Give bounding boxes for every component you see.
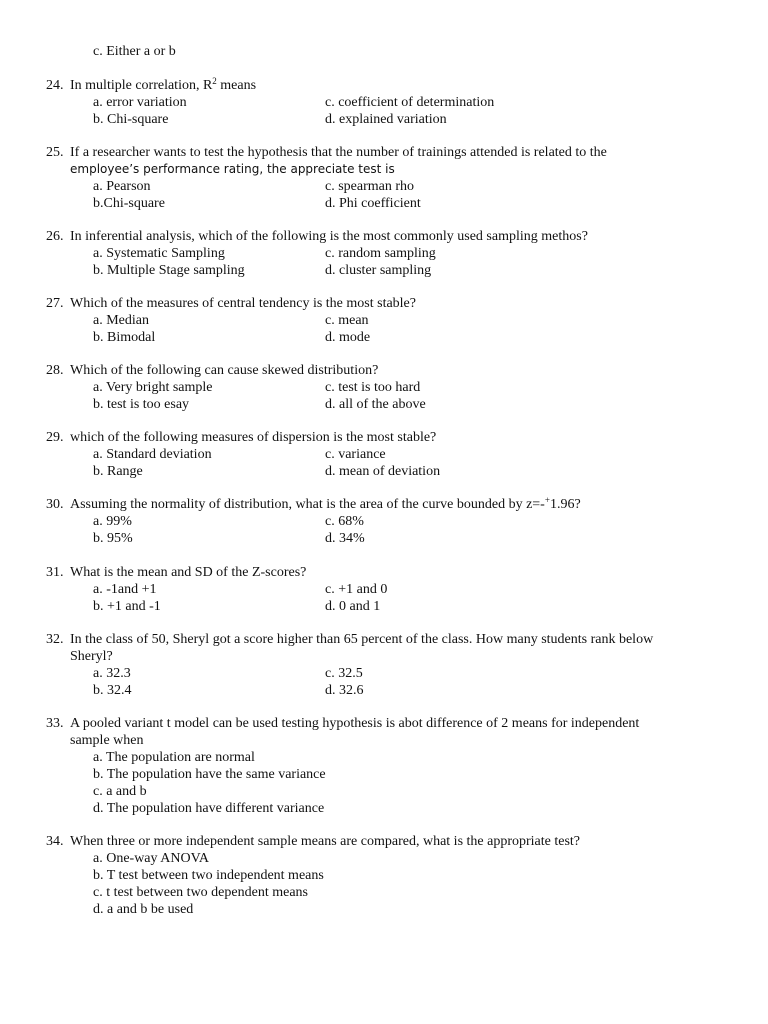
option-a: a. Median [93,313,149,328]
option-c: c. 68% [325,514,364,529]
option-c: c. t test between two dependent means [93,885,308,900]
question-stem-continued: Sheryl? [70,649,113,664]
option-b: b. Range [93,464,143,479]
option-d: d. The population have different variance [93,801,325,816]
previous-question-tail [0,43,768,60]
option-d: d. mean of deviation [325,464,441,479]
option-d: d. cluster sampling [325,263,432,278]
option-c: c. +1 and 0 [325,582,388,597]
option-a: a. The population are normal [93,750,255,765]
option-b: b.Chi-square [93,196,165,211]
question-number: 26. [46,229,64,244]
option-b: b. Bimodal [93,330,156,345]
question-26 [0,228,768,279]
option-b: b. test is too esay [93,397,190,412]
question-number: 31. [46,565,64,580]
question-stem: 29. which of the following measures of dispersion is the most stable? [46,430,437,445]
question-stem: 28. Which of the following can cause skewed distribution? [46,363,379,378]
question-number: 33. [46,716,64,731]
option-b: b. Chi-square [93,112,169,127]
option-b: b. 95% [93,531,133,546]
question-number: 30. [46,497,64,512]
option-c: c. coefficient of determination [325,95,495,110]
option-d: d. mode [325,330,371,345]
question-number: 28. [46,363,64,378]
option-b: b. 32.4 [93,683,132,698]
option-a: a. One-way ANOVA [93,851,209,866]
option-c: c. 32.5 [325,666,363,681]
question-number: 25. [46,145,64,160]
question-31 [0,564,768,615]
question-stem: 30. Assuming the normality of distribution, what is the area of the curve bounded by z=-+1.96? [46,495,581,512]
option-d: d. a and b be used [93,902,194,917]
question-number: 29. [46,430,64,445]
question-27 [0,295,768,346]
option-a: a. -1and +1 [93,582,157,597]
question-stem-continued: sample when [70,733,144,748]
question-number: 24. [46,78,64,93]
question-stem: 31. What is the mean and SD of the Z-scores? [46,565,307,580]
option-d: d. explained variation [325,112,447,127]
option-a: a. Very bright sample [93,380,213,395]
question-33 [0,715,768,817]
question-32 [0,631,768,699]
option-b: b. Multiple Stage sampling [93,263,245,278]
option-d: d. 34% [325,531,365,546]
question-stem: 26. In inferential analysis, which of the following is the most commonly used sampling methos? [46,229,588,244]
option-c: c. test is too hard [325,380,421,395]
option-a: a. error variation [93,95,187,110]
question-stem-continued: employee’s performance rating, the appreciate test is [70,162,395,176]
option-a: a. Standard deviation [93,447,212,462]
question-28 [0,362,768,413]
question-stem: 27. Which of the measures of central tendency is the most stable? [46,296,416,311]
option-d: d. 0 and 1 [325,599,381,614]
question-stem: 25. If a researcher wants to test the hypothesis that the number of trainings attended is related to the [46,145,607,160]
option-a: a. Systematic Sampling [93,246,225,261]
question-stem: 34. When three or more independent sample means are compared, what is the appropriate test? [46,834,581,849]
option-b: b. +1 and -1 [93,599,161,614]
option-a: a. 32.3 [93,666,131,681]
question-30 [0,496,768,547]
option-c: c. mean [325,313,369,328]
option-c: c. a and b [93,784,147,799]
question-stem: 32. In the class of 50, Sheryl got a score higher than 65 percent of the class. How many students rank below [46,632,654,647]
option-d: d. all of the above [325,397,426,412]
question-34 [0,833,768,918]
option-c: c. random sampling [325,246,436,261]
question-stem: 33. A pooled variant t model can be used testing hypothesis is abot difference of 2 means for independent [46,716,640,731]
question-24 [0,77,768,128]
question-number: 34. [46,834,64,849]
option-a: a. Pearson [93,179,151,194]
question-number: 27. [46,296,64,311]
option-b: b. The population have the same variance [93,767,326,782]
question-25 [0,144,768,212]
question-29 [0,429,768,480]
option-d: d. Phi coefficient [325,196,421,211]
option-a: a. 99% [93,514,132,529]
option-b: b. T test between two independent means [93,868,324,883]
option-c: c. Either a or b [93,44,176,59]
question-number: 32. [46,632,64,647]
question-stem: 24. In multiple correlation, $R^2$ means [46,76,257,93]
option-c: c. spearman rho [325,179,415,194]
option-d: d. 32.6 [325,683,364,698]
option-c: c. variance [325,447,386,462]
